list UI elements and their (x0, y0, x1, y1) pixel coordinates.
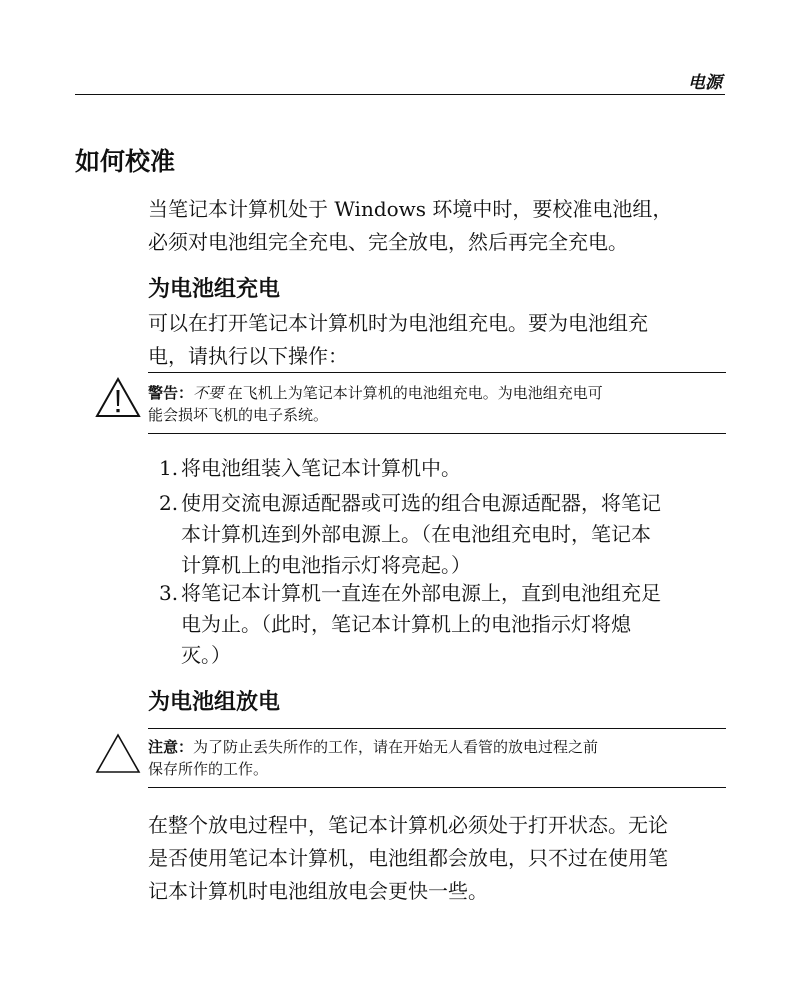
discharge-paragraph (148, 809, 728, 908)
running-header: 电源 (688, 73, 722, 93)
step-3-number: 3. (159, 581, 179, 605)
warning-note (148, 382, 708, 426)
intro-line-2: 必须对电池组完全充电、完全放电，然后再完全充电。 (148, 230, 628, 254)
warning-top-rule (148, 372, 726, 373)
step-2-line-3: 计算机上的电池指示灯将亮起。） (181, 553, 471, 577)
step-3-line-1: 将笔记本计算机一直连在外部电源上，直到电池组充足 (181, 581, 661, 605)
step-3-line-3: 灭。） (181, 643, 231, 667)
warning-label: 警告： (148, 384, 194, 402)
warning-emphasis: 不要 (193, 384, 224, 402)
step-2-number: 2. (159, 491, 179, 515)
warning-line-2: 能会损坏飞机的电子系统。 (148, 406, 329, 424)
warning-icon (95, 376, 141, 418)
caution-note (148, 736, 708, 780)
caution-bottom-rule (148, 787, 726, 788)
charge-intro-line-2: 电，请执行以下操作： (148, 344, 348, 368)
discharge-line-2: 是否使用笔记本计算机，电池组都会放电，只不过在使用笔 (148, 846, 668, 870)
warning-text-1: 在飞机上为笔记本计算机的电池组充电。为电池组充电可 (223, 384, 603, 402)
charge-heading: 为电池组充电 (148, 277, 281, 302)
caution-label: 注意： (148, 738, 194, 756)
discharge-heading: 为电池组放电 (148, 690, 281, 715)
charge-intro-line-1: 可以在打开笔记本计算机时为电池组充电。要为电池组充 (148, 311, 648, 335)
step-1-line-1: 将电池组装入笔记本计算机中。 (181, 456, 461, 480)
step-1-number: 1. (159, 456, 179, 480)
caution-line-2: 保存所作的工作。 (148, 760, 269, 778)
intro-line-1: 当笔记本计算机处于 Windows 环境中时，要校准电池组， (148, 197, 673, 221)
warning-bottom-rule (148, 433, 726, 434)
discharge-line-3: 记本计算机时电池组放电会更快一些。 (148, 879, 488, 903)
caution-icon (95, 732, 141, 774)
caution-line-1 (148, 736, 708, 758)
page-title: 如何校准 (75, 147, 176, 176)
step-2-line-1: 使用交流电源适配器或可选的组合电源适配器，将笔记 (181, 491, 661, 515)
step-2-line-2: 本计算机连到外部电源上。（在电池组充电时，笔记本 (181, 522, 651, 546)
caution-top-rule (148, 728, 726, 729)
step-3-line-2: 电为止。（此时，笔记本计算机上的电池指示灯将熄 (181, 612, 631, 636)
charge-intro-paragraph (148, 307, 728, 373)
intro-paragraph (148, 193, 728, 259)
discharge-line-1: 在整个放电过程中，笔记本计算机必须处于打开状态。无论 (148, 813, 668, 837)
caution-text-1: 为了防止丢失所作的工作，请在开始无人看管的放电过程之前 (193, 738, 599, 756)
warning-line-1 (148, 382, 708, 404)
header-rule (75, 94, 725, 95)
